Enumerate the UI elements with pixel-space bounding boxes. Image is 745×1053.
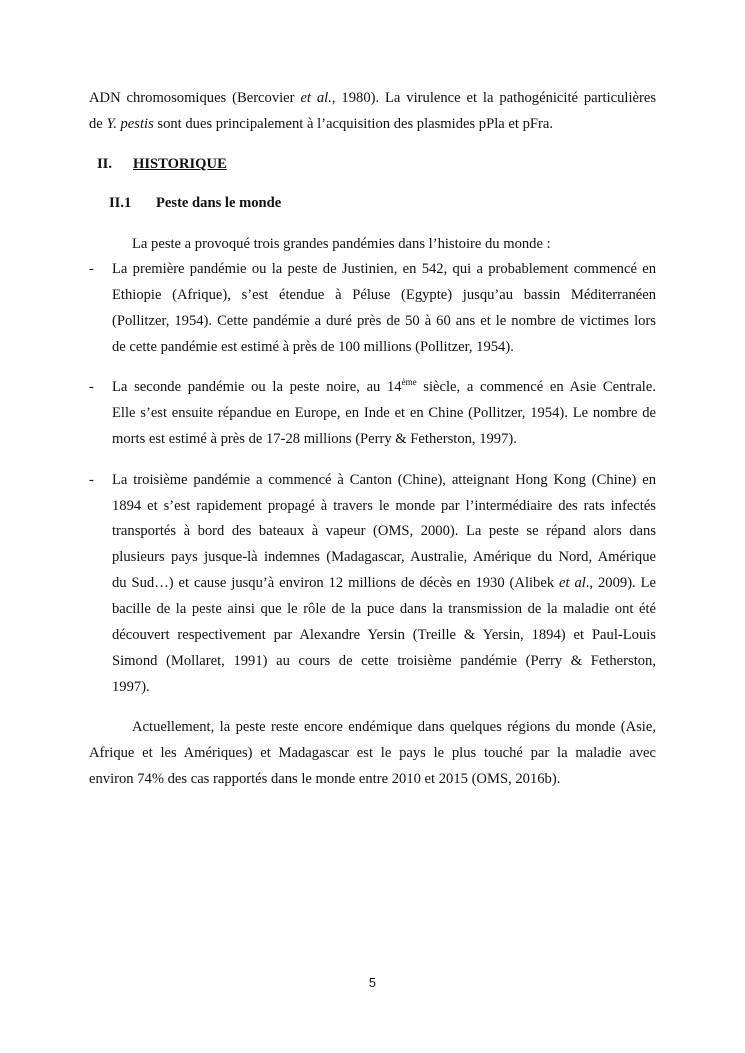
bullet3-line-4: plusieurs pays jusque-là indemnes (Madagascar, Australie, Amérique du Nord, Amérique [112,549,656,565]
bullet3-line-6: bacille de la peste ainsi que le rôle de la puce dans la transmission de la maladie ont été [112,601,656,617]
bullet3-line-7: découvert respectivement par Alexandre Yersin (Treille & Yersin, 1894) et Paul-Louis [112,627,656,643]
page-number: 5 [369,976,376,990]
section-title: HISTORIQUE [133,156,227,172]
subsection-number: II.1 [109,195,132,211]
closing-line-2: Afrique et les Amériques) et Madagascar est le pays le plus touché par la maladie avec [89,745,656,761]
bullet-marker: - [89,261,94,277]
bullet3-line-2: 1894 et s’est rapidement propagé à travers le monde par l’intermédiaire des rats infectés [112,498,656,514]
closing-line-3: environ 74% des cas rapportés dans le monde entre 2010 et 2015 (OMS, 2016b). [89,771,561,787]
bullet3-line-3: transportés à bord des bateaux à vapeur (OMS, 2000). La peste se répand alors dans [112,523,656,539]
intro-line-2: de Y. pestis sont dues principalement à l’acquisition des plasmides pPla et pFra. [89,116,553,132]
bullet1-line-2: Ethiopie (Afrique), s’est étendue à Péluse (Egypte) jusqu’au bassin Méditerranéen [112,287,656,303]
bullet1-line-1: La première pandémie ou la peste de Justinien, en 542, qui a probablement commencé en [112,261,656,277]
bullet1-line-4: de cette pandémie est estimé à près de 100 millions (Pollitzer, 1954). [112,339,514,355]
bullet2-line-1: La seconde pandémie ou la peste noire, au 14ème siècle, a commencé en Asie Centrale. [112,377,656,395]
bullet3-line-1: La troisième pandémie a commencé à Canton (Chine), atteignant Hong Kong (Chine) en [112,472,656,488]
closing-line-1: Actuellement, la peste reste encore endémique dans quelques régions du monde (Asie, [132,719,656,735]
bullet3-line-8: Simond (Mollaret, 1991) au cours de cette troisième pandémie (Perry & Fetherston, [112,653,656,669]
bullet2-line-3: morts est estimé à près de 17-28 millions (Perry & Fetherston, 1997). [112,431,517,447]
bullet-marker: - [89,472,94,488]
subsection-title: Peste dans le monde [156,195,282,211]
bullet3-line-5: du Sud…) et cause jusqu’à environ 12 millions de décès en 1930 (Alibek et al., 2009). Le [112,575,656,591]
bullet1-line-3: (Pollitzer, 1954). Cette pandémie a duré près de 50 à 60 ans et le nombre de victimes lors [112,313,656,329]
lead-paragraph: La peste a provoqué trois grandes pandémies dans l’histoire du monde : [132,236,551,252]
bullet3-line-9: 1997). [112,679,150,695]
bullet-marker: - [89,379,94,395]
intro-line-1: ADN chromosomiques (Bercovier et al., 1980). La virulence et la pathogénicité particulières [89,90,656,106]
section-number: II. [97,156,113,172]
bullet2-line-2: Elle s’est ensuite répandue en Europe, en Inde et en Chine (Pollitzer, 1954). Le nombre de [112,405,656,421]
